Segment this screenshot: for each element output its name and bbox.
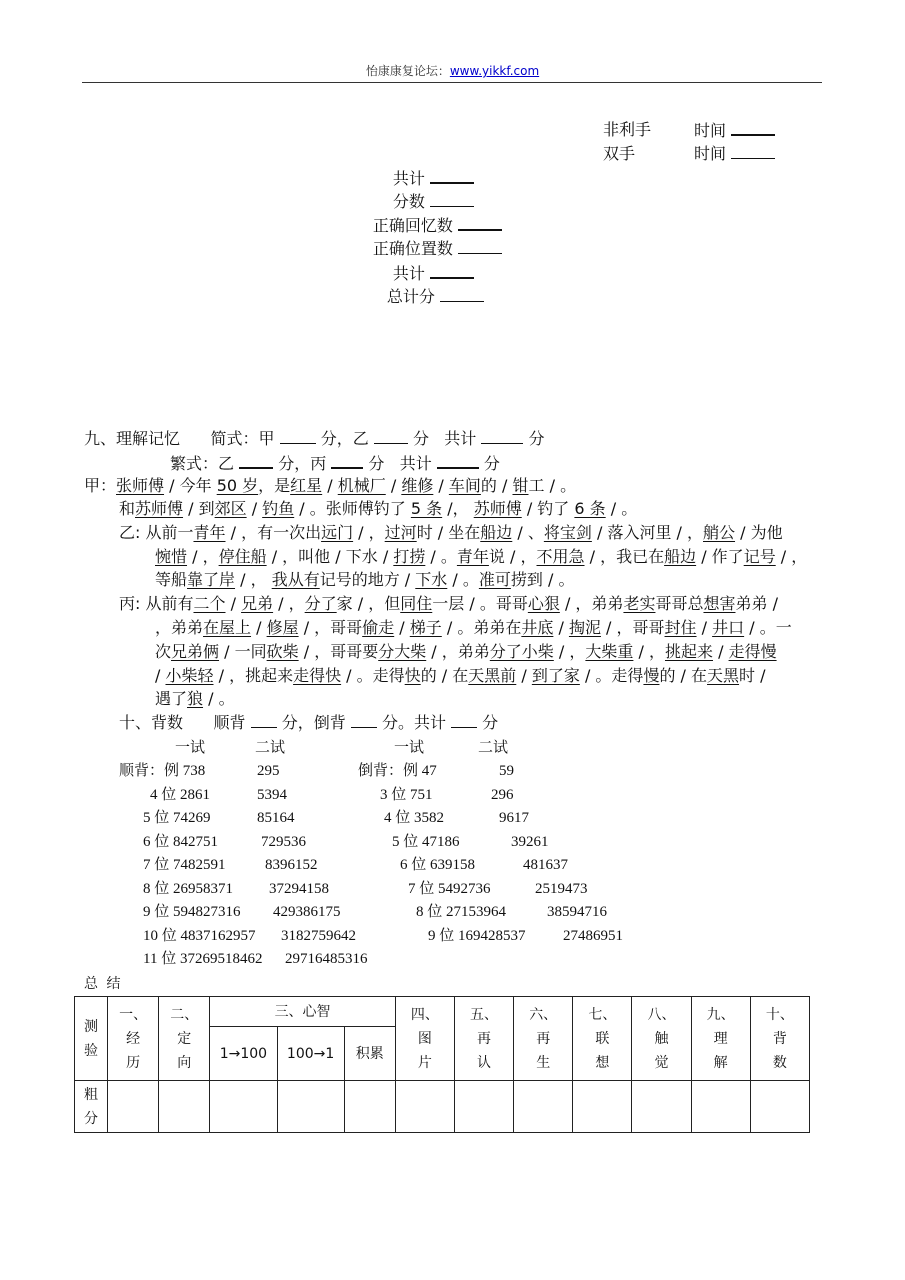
col-reproduction xyxy=(514,997,573,1081)
text: / ，哥哥要 xyxy=(298,642,379,661)
unit: 分 xyxy=(278,454,295,473)
label: 顺背 xyxy=(213,713,246,732)
backward-row-try2: 27486951 xyxy=(563,927,623,944)
text: / xyxy=(251,618,267,637)
section9-complex-line xyxy=(170,452,500,475)
scored-unit: 苏师傅 xyxy=(135,499,184,518)
label: ，丙 xyxy=(294,454,327,473)
scored-unit: 惋惜 xyxy=(155,547,188,566)
char: 解 xyxy=(713,1054,728,1071)
text: / ，我已在 xyxy=(584,547,665,566)
scored-unit: 修屋 xyxy=(266,618,299,637)
backward-row-try2: 9617 xyxy=(499,810,529,826)
blank[interactable] xyxy=(430,262,474,279)
backward-row-try2: 296 xyxy=(491,786,514,803)
text: / 、 xyxy=(512,523,544,542)
backward-row-try2: 39261 xyxy=(511,833,549,850)
forward-row-try2: 429386175 xyxy=(273,904,341,920)
scored-unit: 打捞 xyxy=(393,547,426,566)
section-title: 九、理解记忆 xyxy=(84,429,181,448)
text: 一层 / 。哥哥 xyxy=(432,594,528,613)
forward-row-label: 10 位 4837162957 xyxy=(143,927,256,944)
blank[interactable] xyxy=(239,452,273,469)
score-cell[interactable] xyxy=(691,1081,750,1133)
total-2 xyxy=(393,262,474,285)
forward-row-label: 7 位 7482591 xyxy=(143,857,226,873)
text: / ， xyxy=(235,570,272,589)
label: 分 xyxy=(482,713,499,732)
scored-unit: 停住船 xyxy=(218,547,267,566)
unit: 分 xyxy=(528,429,545,448)
text: / 。弟弟在 xyxy=(441,618,522,637)
text: ，是 xyxy=(258,476,291,495)
score-cell[interactable] xyxy=(108,1081,159,1133)
raw-score-header xyxy=(75,1081,108,1133)
text: / 作了 xyxy=(696,547,744,566)
scored-unit: 分了 xyxy=(304,594,337,613)
unit: 分 xyxy=(320,429,337,448)
text: / 。 xyxy=(605,499,638,518)
text: /， xyxy=(442,499,474,518)
char: 想 xyxy=(595,1054,610,1071)
story-label: 甲： xyxy=(84,476,117,495)
char: 验 xyxy=(84,1042,99,1059)
char: 认 xyxy=(477,1054,492,1071)
col-comprehension xyxy=(691,997,750,1081)
char: 一、 xyxy=(119,1006,148,1023)
col-pictures xyxy=(395,997,454,1081)
text: 捞到 / 。 xyxy=(510,570,575,589)
text: / 。 xyxy=(203,689,235,708)
text: 记号的地方 / xyxy=(319,570,416,589)
text: / ，挑起来 xyxy=(213,666,294,685)
char: 分 xyxy=(84,1110,99,1127)
char: 再 xyxy=(536,1030,551,1047)
blank[interactable] xyxy=(280,428,316,444)
text: 和 xyxy=(119,499,136,518)
section10-line xyxy=(119,712,498,734)
char: 四、 xyxy=(410,1006,439,1023)
blank[interactable] xyxy=(430,167,474,184)
text: / xyxy=(225,594,242,613)
scored-unit: 船边 xyxy=(480,523,513,542)
scored-unit: 快 xyxy=(404,666,421,685)
text: 工 / 。 xyxy=(528,476,577,495)
label: 共计 xyxy=(392,264,425,283)
blank[interactable] xyxy=(251,712,277,728)
blank[interactable] xyxy=(351,712,377,728)
col-association xyxy=(573,997,632,1081)
char: 八、 xyxy=(647,1006,676,1023)
scored-unit: 钓鱼 xyxy=(262,499,295,518)
grand-total xyxy=(387,286,484,308)
blank[interactable] xyxy=(374,428,408,444)
story-yi-line2 xyxy=(155,546,807,568)
forward-row-label: 4 位 2861 xyxy=(150,786,211,803)
char: 理 xyxy=(713,1030,728,1047)
scored-unit: 50 岁 xyxy=(216,476,259,495)
scored-unit: 二个 xyxy=(193,594,226,613)
score-cell[interactable] xyxy=(514,1081,573,1133)
text: 丙: 从前有 xyxy=(119,594,194,613)
simple-label: 简式：甲 xyxy=(210,429,275,448)
score xyxy=(393,191,474,213)
text: / ，弟弟 xyxy=(426,642,490,661)
col-try2-forward: 二试 xyxy=(255,738,286,756)
scored-unit: 兄弟 xyxy=(241,594,274,613)
scored-unit: 红星 xyxy=(290,476,323,495)
text: / ，有一次出 xyxy=(225,523,322,542)
story-yi-line1 xyxy=(119,522,783,544)
scored-unit: 苏师傅 xyxy=(473,499,522,518)
text: / xyxy=(155,666,166,685)
label: 共计 xyxy=(399,454,432,473)
col-try1-forward: 一试 xyxy=(175,738,206,756)
label: ，乙 xyxy=(336,429,369,448)
backward-row-try2: 481637 xyxy=(523,857,568,873)
text: / 钓了 xyxy=(521,499,575,518)
col-accumulate: 积累 xyxy=(344,1027,395,1081)
char: 二、 xyxy=(170,1006,199,1023)
label: 共计 xyxy=(392,169,425,188)
page-header xyxy=(0,62,905,80)
blank[interactable] xyxy=(430,191,474,207)
forward-row-label: 8 位 26958371 xyxy=(143,880,234,897)
scored-unit: 天黑前 xyxy=(468,666,517,685)
story-yi-line3 xyxy=(155,569,574,591)
col-mental: 三、心智 xyxy=(210,997,395,1027)
text: / ， xyxy=(553,642,586,661)
backward-row-label: 3 位 751 xyxy=(380,786,433,803)
scored-unit: 梯子 xyxy=(409,618,442,637)
text: / xyxy=(394,618,410,637)
text: / 。走得 xyxy=(579,666,644,685)
char: 觉 xyxy=(654,1054,669,1071)
time-label: 时间 xyxy=(694,144,727,163)
scored-unit: 记号 xyxy=(743,547,776,566)
scored-unit: 郊区 xyxy=(214,499,247,518)
text: / ，弟弟 xyxy=(559,594,624,613)
text: / 为他 xyxy=(735,523,783,542)
char: 定 xyxy=(177,1030,192,1047)
text: 哥哥总 xyxy=(655,594,704,613)
char: 联 xyxy=(595,1030,610,1047)
nondominant-time xyxy=(694,119,775,142)
backward-row-label: 7 位 5492736 xyxy=(408,880,491,897)
backward-row-try2: 38594716 xyxy=(547,904,607,920)
site-link[interactable]: www.yikkf.com xyxy=(449,64,540,78)
col-touch xyxy=(632,997,691,1081)
forward-row-label: 11 位 37269518462 xyxy=(143,951,263,967)
backward-row-label: 6 位 639158 xyxy=(400,857,476,873)
text: / 。 xyxy=(425,547,457,566)
text: / 一同 xyxy=(219,642,267,661)
scored-unit: 青年 xyxy=(193,523,226,542)
text: / ，哥哥 xyxy=(298,618,363,637)
blank[interactable] xyxy=(458,238,502,254)
scored-unit: 机械厂 xyxy=(337,476,386,495)
score-cell[interactable] xyxy=(632,1081,691,1133)
test-header xyxy=(75,997,108,1081)
scored-unit: 井底 xyxy=(521,618,554,637)
forward-row-label: 6 位 842751 xyxy=(143,833,219,850)
col-digit-span xyxy=(750,997,809,1081)
scored-unit: 井口 xyxy=(712,618,745,637)
scored-unit: 到了家 xyxy=(531,666,580,685)
text: 乙: 从前一 xyxy=(119,523,194,542)
forward-row-label: 9 位 594827316 xyxy=(143,904,241,920)
total-1 xyxy=(393,167,474,190)
char: 六、 xyxy=(529,1006,558,1023)
story-bing-line5 xyxy=(155,688,235,710)
col-count-up: 1→100 xyxy=(210,1027,277,1081)
scored-unit: 小柴轻 xyxy=(165,666,214,685)
text: / ， xyxy=(353,523,385,542)
backward-row-try2: 2519473 xyxy=(535,880,588,897)
scored-unit: 同住 xyxy=(400,594,433,613)
text: 的 / 在 xyxy=(420,666,469,685)
story-jia-line1 xyxy=(84,475,576,497)
text: 的 / 在 xyxy=(659,666,708,685)
char: 背 xyxy=(772,1030,787,1047)
forward-row-try2: 3182759642 xyxy=(281,927,356,944)
correct-recall xyxy=(373,214,502,237)
scored-unit: 想害 xyxy=(703,594,736,613)
story-bing-line3 xyxy=(155,641,777,663)
forward-row-try2: 8396152 xyxy=(265,857,318,873)
section-title: 十、背数 xyxy=(119,713,184,732)
scored-unit: 张师傅 xyxy=(116,476,165,495)
scored-unit: 大柴重 xyxy=(585,642,634,661)
text: 弟弟 / xyxy=(735,594,778,613)
label: 分，倒背 xyxy=(281,713,346,732)
scored-unit: 分大柴 xyxy=(378,642,427,661)
story-bing-line1 xyxy=(119,593,778,615)
backward-row-label: 5 位 47186 xyxy=(392,833,460,850)
scored-unit: 掏泥 xyxy=(568,618,601,637)
char: 历 xyxy=(126,1054,141,1071)
scored-unit: 船边 xyxy=(664,547,697,566)
backward-row-label: 4 位 3582 xyxy=(384,810,445,826)
scored-unit: 偷走 xyxy=(362,618,395,637)
section9-simple-line xyxy=(84,428,544,450)
scored-unit: 钳 xyxy=(512,476,529,495)
unit: 分 xyxy=(412,429,429,448)
score-cell[interactable] xyxy=(573,1081,632,1133)
char: 九、 xyxy=(706,1006,735,1023)
scored-unit: 狼 xyxy=(187,689,204,708)
backward-row-label: 9 位 169428537 xyxy=(428,927,526,944)
char: 测 xyxy=(84,1018,99,1035)
label: 总计分 xyxy=(386,287,435,306)
text: 时 / 坐在 xyxy=(416,523,481,542)
blank[interactable] xyxy=(481,428,523,444)
col-count-down: 100→1 xyxy=(277,1027,344,1081)
text: / xyxy=(696,618,713,637)
forward-row-label: 5 位 74269 xyxy=(143,810,211,826)
text: / xyxy=(322,476,338,495)
label: 正确回忆数 xyxy=(372,216,453,235)
text: 等船 xyxy=(155,570,188,589)
label: 分数 xyxy=(392,192,425,211)
blank[interactable] xyxy=(437,452,479,469)
text: / ， xyxy=(187,547,219,566)
text: / xyxy=(516,666,532,685)
char: 经 xyxy=(126,1030,141,1047)
unit: 分 xyxy=(483,454,500,473)
text: / xyxy=(433,476,449,495)
score-cell[interactable] xyxy=(750,1081,809,1133)
score-cell[interactable] xyxy=(395,1081,454,1133)
text: / xyxy=(246,499,263,518)
char: 图 xyxy=(417,1030,432,1047)
scored-unit: 青年 xyxy=(456,547,489,566)
scored-unit: 过河 xyxy=(384,523,417,542)
forward-row-try2: 729536 xyxy=(261,833,306,850)
scored-unit: 封住 xyxy=(664,618,697,637)
backward-row-try2: 59 xyxy=(499,763,514,779)
scored-unit: 5 条 xyxy=(410,499,443,518)
time-label: 时间 xyxy=(694,121,727,140)
score-cell[interactable] xyxy=(159,1081,210,1133)
header-text: 怡康康复论坛： xyxy=(365,64,450,78)
scored-unit: 远门 xyxy=(321,523,354,542)
story-bing-line2 xyxy=(155,617,792,639)
scored-unit: 下水 xyxy=(415,570,448,589)
scored-unit: 维修 xyxy=(401,476,434,495)
text: / xyxy=(553,618,569,637)
both-hands-time xyxy=(694,143,775,165)
text: / ，叫他 / 下水 / xyxy=(266,547,394,566)
col-try2-backward: 二试 xyxy=(478,738,509,756)
scored-unit: 靠了岸 xyxy=(187,570,236,589)
char: 七、 xyxy=(588,1006,617,1023)
char: 片 xyxy=(417,1054,432,1071)
label: 正确位置数 xyxy=(372,239,453,258)
forward-row-try2: 5394 xyxy=(257,786,287,803)
time-blank[interactable] xyxy=(731,143,775,159)
forward-row-try2: 37294158 xyxy=(269,880,329,897)
char: 向 xyxy=(177,1054,192,1071)
text: 的 / xyxy=(480,476,513,495)
backward-row-label: 倒背：例 47 xyxy=(358,763,437,779)
both-hands-label: 双手 xyxy=(603,144,636,163)
scored-unit: 心狠 xyxy=(527,594,560,613)
scored-unit: 将宝剑 xyxy=(543,523,592,542)
text: 次 xyxy=(155,642,172,661)
text: 说 / ， xyxy=(488,547,537,566)
complex-label: 繁式：乙 xyxy=(170,454,235,473)
story-bing-line4 xyxy=(155,665,766,687)
text: / ， xyxy=(273,594,305,613)
text: / ， xyxy=(775,547,808,566)
col-try1-backward: 一试 xyxy=(394,738,425,756)
scored-unit: 砍柴 xyxy=(266,642,299,661)
summary-title: 总 结 xyxy=(84,976,123,992)
scored-unit: 6 条 xyxy=(574,499,606,518)
scored-unit: 车间 xyxy=(448,476,481,495)
forward-row-label: 顺背：例 738 xyxy=(119,763,206,779)
scored-unit: 挑起来 xyxy=(664,642,713,661)
nondominant-hand-label: 非利手 xyxy=(603,120,652,139)
scored-unit: 我从有 xyxy=(271,570,320,589)
score-cell[interactable] xyxy=(454,1081,513,1133)
label: 共计 xyxy=(444,429,477,448)
text: / 到 xyxy=(183,499,215,518)
score-cell[interactable] xyxy=(210,1081,277,1133)
score-cell[interactable] xyxy=(344,1081,395,1133)
correct-position xyxy=(373,238,502,260)
char: 五、 xyxy=(470,1006,499,1023)
col-experience xyxy=(108,997,159,1081)
text: 时 / xyxy=(739,666,766,685)
text: / 。一 xyxy=(744,618,792,637)
text: / ，哥哥 xyxy=(600,618,665,637)
text: 遇了 xyxy=(155,689,188,708)
char: 生 xyxy=(536,1054,551,1071)
blank[interactable] xyxy=(331,452,363,469)
time-blank[interactable] xyxy=(731,119,775,136)
scored-unit: 天黑 xyxy=(707,666,740,685)
scored-unit: 准可 xyxy=(478,570,511,589)
char: 触 xyxy=(654,1030,669,1047)
blank[interactable] xyxy=(440,286,484,302)
text: / 今年 xyxy=(164,476,217,495)
scored-unit: 兄弟俩 xyxy=(171,642,220,661)
unit: 分 xyxy=(368,454,385,473)
text: / 落入河里 / ， xyxy=(591,523,704,542)
label: 分。共计 xyxy=(381,713,446,732)
char: 十、 xyxy=(765,1006,794,1023)
text: / 。张师傅钓了 xyxy=(294,499,411,518)
scored-unit: 艄公 xyxy=(703,523,736,542)
backward-row-label: 8 位 27153964 xyxy=(416,904,507,920)
char: 数 xyxy=(772,1054,787,1071)
text: / 。 xyxy=(447,570,479,589)
scored-unit: 在屋上 xyxy=(203,618,252,637)
scored-unit: 走得慢 xyxy=(728,642,777,661)
text: / xyxy=(713,642,729,661)
score-cell[interactable] xyxy=(277,1081,344,1133)
blank[interactable] xyxy=(451,712,477,728)
blank[interactable] xyxy=(458,214,502,231)
col-recognition xyxy=(454,997,513,1081)
scored-unit: 老实 xyxy=(623,594,656,613)
char: 粗 xyxy=(84,1086,99,1103)
scored-unit: 不用急 xyxy=(536,547,585,566)
scored-unit: 走得快 xyxy=(293,666,342,685)
char: 再 xyxy=(477,1030,492,1047)
col-orientation xyxy=(159,997,210,1081)
text: / ， xyxy=(633,642,665,661)
forward-row-try2: 295 xyxy=(257,763,280,779)
text: ，弟弟 xyxy=(155,618,204,637)
story-jia-line2 xyxy=(119,498,637,520)
forward-row-try2: 85164 xyxy=(257,810,295,826)
text: / 。走得 xyxy=(341,666,405,685)
summary-table xyxy=(74,996,810,1133)
forward-row-try2: 29716485316 xyxy=(285,951,368,967)
header-rule xyxy=(82,82,822,83)
text: 家 / ，但 xyxy=(336,594,401,613)
scored-unit: 分了小柴 xyxy=(489,642,554,661)
text: / xyxy=(385,476,402,495)
scored-unit: 慢 xyxy=(643,666,660,685)
